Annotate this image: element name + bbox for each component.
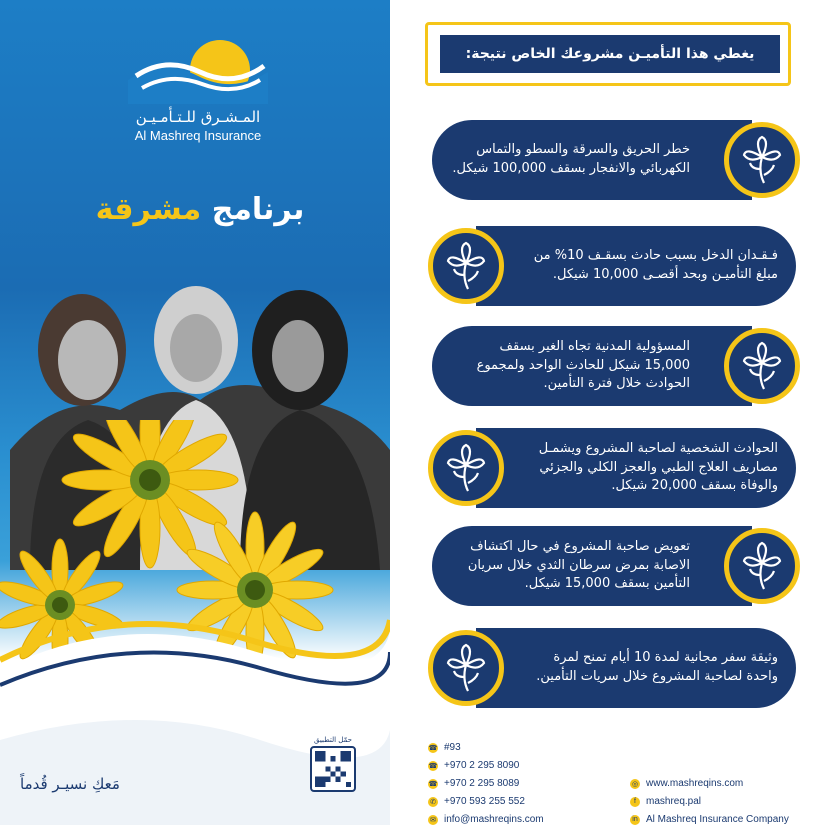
whatsapp-icon: ✆ xyxy=(428,797,438,807)
coverage-item-text-box xyxy=(432,120,752,200)
coverage-title: يغطي هذا التأميـن مشروعك الخاص نتيجة: xyxy=(440,35,780,73)
phone-2[interactable]: +970 2 295 8089 xyxy=(444,778,520,789)
facebook[interactable]: mashreq.pal xyxy=(646,796,702,807)
coverage-item xyxy=(432,526,800,606)
coverage-item-text-box xyxy=(432,526,752,606)
coverage-item xyxy=(428,628,796,708)
coverage-item-text-box xyxy=(476,428,796,508)
app-download[interactable] xyxy=(308,736,358,792)
coverage-item-text-box xyxy=(476,628,796,708)
company-logo xyxy=(118,36,278,143)
program-title-word2: مشرقة xyxy=(95,192,202,227)
sun-wave-logo-icon xyxy=(128,36,268,104)
short-code: #93 xyxy=(444,742,461,753)
lily-flower-icon xyxy=(428,228,504,304)
tagline: مَعكِ نسيـر قُدماً xyxy=(20,775,120,793)
coverage-header xyxy=(425,22,791,86)
globe-icon: ◎ xyxy=(631,780,639,788)
email-row[interactable] xyxy=(428,814,544,825)
phone-3[interactable]: +970 593 255 552 xyxy=(444,796,525,807)
logo-english-text: Al Mashreq Insurance xyxy=(134,128,262,143)
lily-flower-icon xyxy=(724,328,800,404)
promo-panel xyxy=(0,0,390,825)
coverage-item-text: فـقـدان الدخل بسبب حادث بسقـف 10% من مبلغ التأميـن وبحد أقصـى 10,000 شيكل. xyxy=(533,248,778,282)
fax-icon: ☎ xyxy=(428,780,438,788)
phone-icon: ☎ xyxy=(428,762,438,770)
qr-code-icon[interactable] xyxy=(310,746,356,792)
coverage-item-text: تعويض صاحبة المشروع في حال اكتشاف الاصابة بمرض سرطان الثدي خلال سريان التأمين بسقف 15,000 شيكل. xyxy=(467,538,690,592)
program-title xyxy=(70,192,330,227)
coverage-item-text-box xyxy=(432,326,752,406)
email[interactable]: info@mashreqins.com xyxy=(444,814,544,825)
coverage-item-text: المسؤولية المدنية تجاه الغير بسقف 15,000 شيكل للحادث الواحد ولمجموع الحوادث خلال فترة التأمين. xyxy=(476,338,690,392)
coverage-item-text-box xyxy=(476,226,796,306)
linkedin[interactable]: Al Mashreq Insurance Company xyxy=(646,814,789,825)
app-download-label: حمّل التطبيق xyxy=(314,736,352,744)
short-code-row xyxy=(428,742,461,753)
phone-1[interactable]: +970 2 295 8090 xyxy=(444,760,520,771)
phone-row[interactable] xyxy=(428,760,519,771)
linkedin-icon: in xyxy=(630,815,640,825)
coverage-item xyxy=(432,120,800,200)
linkedin-row[interactable] xyxy=(630,814,789,825)
phone-icon: ☎ xyxy=(428,744,438,752)
email-icon: ✉ xyxy=(428,815,438,825)
facebook-icon: f xyxy=(630,797,640,807)
website[interactable]: www.mashreqins.com xyxy=(646,778,744,789)
logo-arabic-text: المـشـرق للـتـأمـيـن xyxy=(135,108,261,126)
coverage-item xyxy=(432,326,800,406)
lily-flower-icon xyxy=(724,528,800,604)
facebook-row[interactable] xyxy=(630,796,701,807)
coverage-item-text: الحوادث الشخصية لصاحبة المشروع ويشمـل مصاريف العلاج الطبي والعجز الكلي والجزئي والوفاة بسقف 20,000 شيكل. xyxy=(538,440,778,494)
coverage-item-text: وثيقة سفر مجانية لمدة 10 أيام تمنح لمرة واحدة لصاحبة المشروع خلال سريات التأمين. xyxy=(536,650,778,684)
lily-flower-icon xyxy=(724,122,800,198)
program-title-word1: برنامج xyxy=(211,192,305,227)
website-row[interactable] xyxy=(630,778,743,789)
lily-flower-icon xyxy=(428,630,504,706)
lily-flower-icon xyxy=(428,430,504,506)
contact-info xyxy=(424,742,804,825)
coverage-item xyxy=(428,226,796,306)
coverage-item xyxy=(428,428,796,508)
phone-row[interactable] xyxy=(428,778,519,789)
coverage-item-text: خطر الحريق والسرقة والسطو والتماس الكهربائي والانفجار بسقف 100,000 شيكل. xyxy=(452,142,690,176)
phone-row[interactable] xyxy=(428,796,525,807)
